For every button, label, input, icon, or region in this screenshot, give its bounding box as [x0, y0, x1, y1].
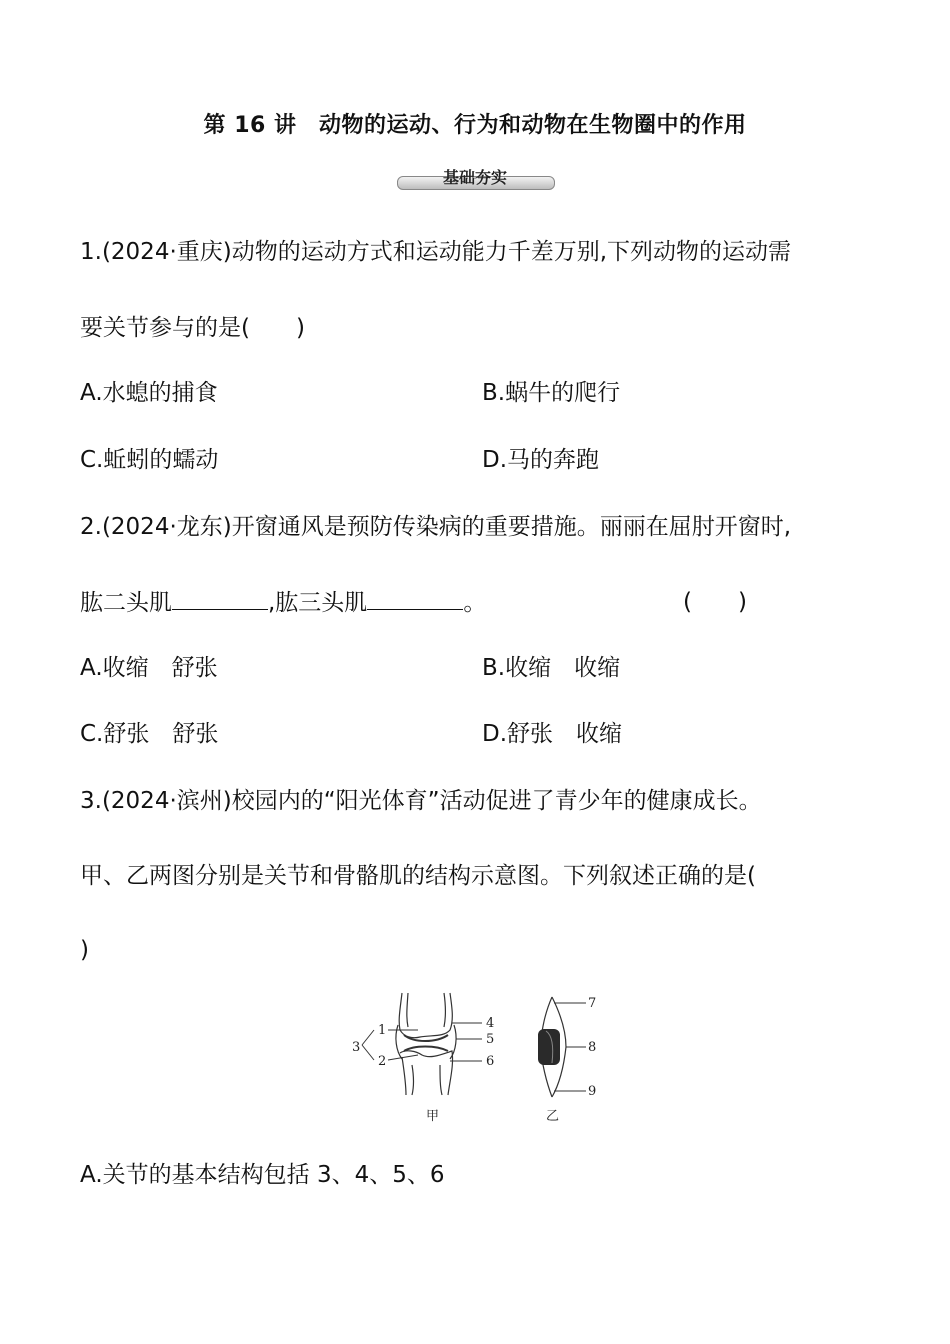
- label-6: 6: [486, 1054, 495, 1069]
- label-jia: 甲: [426, 1109, 440, 1124]
- figure-svg: [340, 985, 610, 1130]
- joint-diagram: [396, 993, 456, 1095]
- q3-stem-line2: 甲、乙两图分别是关节和骨骼肌的结构示意图。下列叙述正确的是(: [80, 863, 756, 889]
- q3-option-a[interactable]: A.关节的基本结构包括 3、4、5、6: [80, 1162, 445, 1188]
- q2-text-c: 。: [463, 590, 487, 616]
- label-8: 8: [588, 1040, 597, 1055]
- q2-text-b: ,肱三头肌: [268, 590, 368, 616]
- label-2: 2: [378, 1054, 387, 1069]
- q1-option-a[interactable]: A.水螅的捕食: [80, 380, 218, 406]
- joint-muscle-figure: [340, 985, 610, 1130]
- label-7: 7: [588, 996, 597, 1011]
- label-3: 3: [352, 1040, 361, 1055]
- label-9: 9: [588, 1084, 597, 1099]
- q2-blank-2[interactable]: [367, 587, 463, 610]
- label-5: 5: [486, 1032, 495, 1047]
- label-1: 1: [378, 1023, 387, 1038]
- q3-stem-line1: 3.(2024·滨州)校园内的“阳光体育”活动促进了青少年的健康成长。: [80, 788, 762, 814]
- q2-option-d[interactable]: D.舒张 收缩: [482, 721, 623, 747]
- q2-answer-paren[interactable]: ( ): [683, 589, 747, 615]
- q1-stem-line2: 要关节参与的是( ): [80, 315, 305, 341]
- label-yi: 乙: [546, 1109, 560, 1124]
- muscle-diagram: [538, 997, 566, 1097]
- page-title: 第 16 讲 动物的运动、行为和动物在生物圈中的作用: [203, 113, 747, 138]
- q2-option-a[interactable]: A.收缩 舒张: [80, 655, 218, 681]
- label-4: 4: [486, 1016, 495, 1031]
- q1-option-c[interactable]: C.蚯蚓的蠕动: [80, 447, 219, 473]
- q2-stem-line1: 2.(2024·龙东)开窗通风是预防传染病的重要措施。丽丽在屈肘开窗时,: [80, 514, 792, 540]
- q2-option-c[interactable]: C.舒张 舒张: [80, 721, 219, 747]
- q2-stem-line2: [80, 587, 486, 618]
- section-badge: [397, 165, 553, 191]
- badge-label: 基础夯实: [442, 168, 507, 187]
- q1-option-d[interactable]: D.马的奔跑: [482, 447, 600, 473]
- q2-blank-1[interactable]: [172, 587, 268, 610]
- q3-stem-line3: ): [80, 937, 89, 963]
- q2-option-b[interactable]: B.收缩 收缩: [482, 655, 621, 681]
- q2-text-a: 肱二头肌: [80, 590, 172, 616]
- q1-stem-line1: 1.(2024·重庆)动物的运动方式和运动能力千差万别,下列动物的运动需: [80, 239, 792, 265]
- q1-option-b[interactable]: B.蜗牛的爬行: [482, 380, 621, 406]
